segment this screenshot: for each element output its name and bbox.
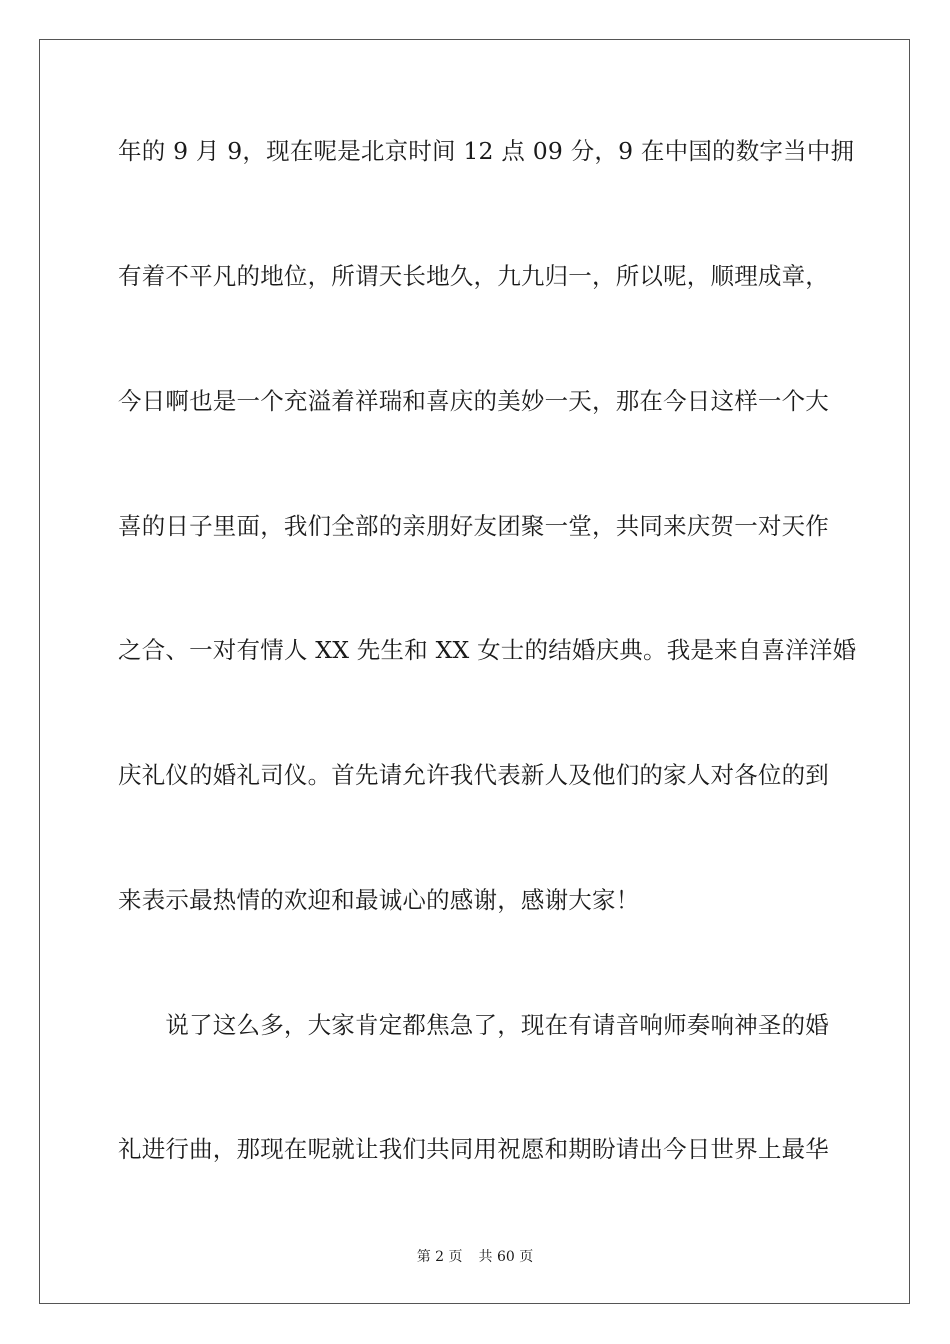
body-text-line: 喜的日子里面，我们全部的亲朋好友团聚一堂，共同来庆贺一对天作 [118, 512, 829, 540]
page-total: 共 60 页 [478, 1249, 534, 1265]
body-text-line: 礼进行曲，那现在呢就让我们共同用祝愿和期盼请出今日世界上最华 [118, 1135, 829, 1163]
page-border [39, 39, 910, 1304]
body-text-line: 庆礼仪的婚礼司仪。首先请允许我代表新人及他们的家人对各位的到 [118, 761, 829, 789]
body-text-line: 来表示最热情的欢迎和最诚心的感谢，感谢大家！ [118, 886, 640, 914]
page-number: 第 2 页 [416, 1249, 463, 1265]
body-text-line: 之合、一对有情人 XX 先生和 XX 女士的结婚庆典。我是来自喜洋洋婚 [118, 636, 857, 664]
body-text-line: 有着不平凡的地位，所谓天长地久，九九归一，所以呢，顺理成章， [118, 262, 829, 290]
body-text-line: 今日啊也是一个充溢着祥瑞和喜庆的美妙一天，那在今日这样一个大 [118, 387, 829, 415]
page-footer [0, 1248, 950, 1266]
body-text-line: 年的 9 月 9，现在呢是北京时间 12 点 09 分，9 在中国的数字当中拥 [118, 137, 855, 165]
body-text-line: 说了这么多，大家肯定都焦急了，现在有请音响师奏响神圣的婚 [118, 1011, 829, 1039]
